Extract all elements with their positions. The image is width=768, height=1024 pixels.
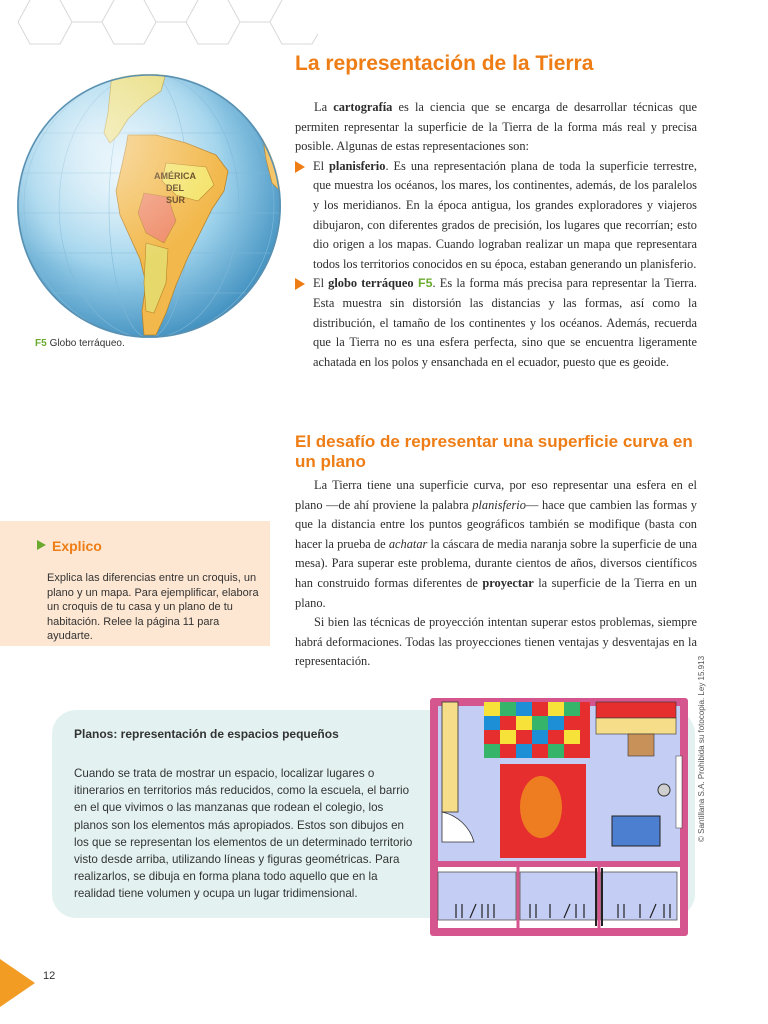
hexagon-pattern-decoration: [0, 0, 320, 50]
term-cartografia: cartografía: [333, 100, 393, 114]
info-box-title: Planos: representación de espacios pequeños: [74, 727, 339, 741]
play-triangle-icon: [37, 540, 46, 550]
page-corner-triangle: [0, 959, 35, 1007]
term-planisferio: planisferio: [328, 158, 386, 173]
bullet-globo-pre: El: [313, 276, 329, 291]
explico-heading: [37, 538, 102, 554]
s2-strong-proyectar: proyectar: [482, 575, 534, 590]
section2-text-block: [295, 476, 697, 672]
figure-reference: F5: [413, 276, 433, 291]
figure-label: F5: [35, 338, 47, 349]
section2-paragraph-1: [295, 476, 697, 613]
explico-heading-text: Explico: [52, 538, 102, 554]
room-floor-plan-illustration: [428, 696, 690, 938]
bullet-planisferio-text: . Es una representación plana de toda la superficie terrestre, que muestra los océanos, los mares, los continentes, además, de los paralelos y los meridianos. En la época antigua, los grandes exploradores y viajeros dibujaron, con diferentes grados de precisión, los lugares que recorrían; esto dio origen a los mapas. Cuando lograban realizar un mapa que representara todos los territorios conocidos en su época, estaban generando un planisferio.: [313, 158, 698, 271]
main-text-block: [295, 98, 697, 372]
globe-illustration: [16, 73, 282, 339]
explico-activity-box: [0, 521, 270, 646]
bullet-globo-text: . Es la forma más precisa para representar la Tierra. Esta muestra sin distorsión las distancias y las formas, así como la distribución, el tamaño de los continentes y los océanos. Además, recuerda que la Tierra no es una esfera perfecta, sino que se encuentra ligeramente achatada en los polos y ensanchada en el ecuador, puesto que es geoide.: [313, 276, 697, 369]
figure-caption-text: Globo terráqueo.: [49, 338, 125, 349]
explico-text: Explica las diferencias entre un croquis, un plano y un mapa. Para ejemplificar, elabora un croquis de tu casa y un plano de tu habitación. Relee la página 11 para ayudarte.: [47, 572, 259, 642]
s2-em-planisferio: planisferio: [472, 497, 526, 512]
s2-text-b: — hace que cambien las formas y que la distancia entre los puntos geográficos también se modifique (basta con hacer la prueba de: [295, 497, 697, 551]
copyright-notice: © Santillana S.A. Prohibida su fotocopia. Ley 15.913: [697, 655, 706, 842]
bullet-triangle-icon: [295, 278, 305, 290]
section2-paragraph-2: Si bien las técnicas de proyección intentan superar estos problemas, siempre habrá deformaciones. Todas las proyecciones tienen ventajas y desventajas en la representación.: [295, 615, 697, 669]
term-globo-terraqueo: globo terráqueo: [328, 276, 414, 291]
s2-text-c: la cáscara de media naranja sobre la superficie de una mesa). Para superar este problema, durante cientos de años, diversos científicos han construido formas diferentes de: [295, 536, 697, 590]
page-number: 12: [43, 970, 56, 982]
bullet-globo: [295, 274, 697, 372]
intro-text-b: es la ciencia que se encarga de desarrollar técnicas que permiten representar la superficie de la Tierra de la forma más real y precisa posible. Algunas de estas representaciones son:: [295, 100, 697, 154]
info-box-text: Cuando se trata de mostrar un espacio, localizar lugares o itinerarios en territorios más reducidos, como la escuela, el barrio en el que vivimos o las manzanas que rodean el colegio, los planos son los elementos más apropiados. Estos son dibujos en los que se representan los elementos de un determinado territorio visto desde arriba, utilizando líneas y figuras geométricas. Para realizarlos, se dibuja en forma plana todo aquello que en la realidad tiene volumen y ocupa un lugar tridimensional.: [74, 767, 413, 901]
intro-text-a: La: [314, 100, 334, 114]
intro-paragraph: [295, 98, 697, 157]
s2-text-a: La Tierra tiene una superficie curva, por eso representar una esfera en el plano —de ahí proviene la palabra: [295, 478, 697, 512]
bullet-planisferio-pre: El: [313, 158, 329, 173]
s2-text-d: la superficie de la Tierra en un plano.: [295, 575, 697, 610]
s2-em-achatar: achatar: [388, 536, 428, 551]
page-title: La representación de la Tierra: [295, 52, 594, 75]
figure-caption: [35, 338, 125, 349]
section-subtitle: El desafío de representar una superficie curva en un plano: [295, 432, 693, 471]
bullet-planisferio: [295, 157, 697, 275]
bullet-triangle-icon: [295, 161, 305, 173]
